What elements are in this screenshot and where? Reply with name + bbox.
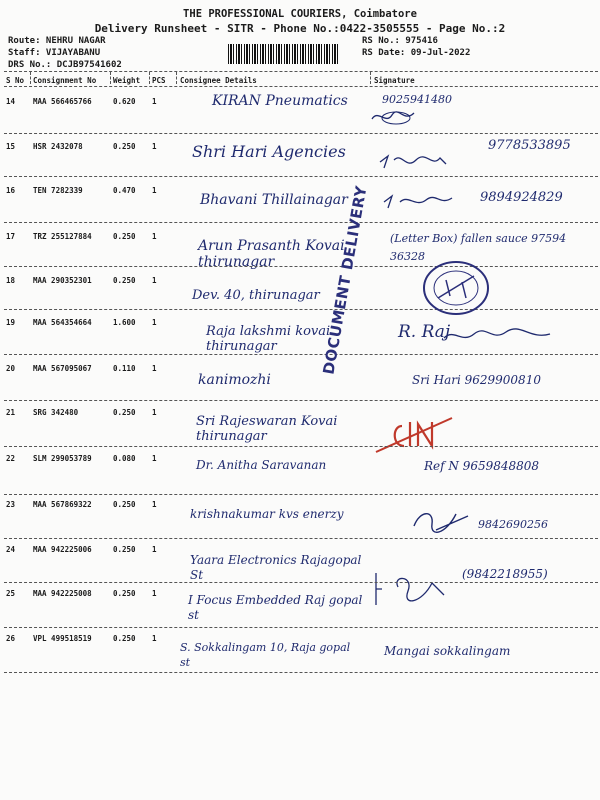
row-consignment: SLM 299053789 (33, 454, 92, 463)
row-weight: 0.250 (113, 545, 136, 554)
table-row (0, 318, 600, 358)
barcode-image (228, 44, 340, 64)
row-sno: 17 (6, 232, 16, 241)
col-signature: Signature (374, 76, 415, 85)
row-divider (4, 538, 598, 539)
col-pcs: PCS (152, 76, 166, 85)
row-pcs: 1 (152, 408, 157, 417)
row-divider (4, 133, 598, 134)
col-divider (149, 72, 150, 84)
col-consignment: Consignment No (33, 76, 97, 85)
table-row (0, 186, 600, 226)
row-weight: 0.250 (113, 589, 136, 598)
row-divider (4, 266, 598, 267)
table-row (0, 93, 600, 137)
table-row (0, 589, 600, 629)
row-pcs: 1 (152, 634, 157, 643)
table-row (0, 276, 600, 316)
row-pcs: 1 (152, 97, 157, 106)
row-consignee: Yaara Electronics Rajagopal St (190, 553, 362, 582)
signature-scribble (376, 150, 476, 174)
row-pcs: 1 (152, 318, 157, 327)
row-signature: (Letter Box) fallen sauce 97594 36328 (390, 232, 567, 263)
row-consignee: kanimozhi (198, 372, 271, 388)
row-consignment: VPL 499518519 (33, 634, 92, 643)
header-bottom-rule (4, 86, 598, 87)
col-weight: Weight (113, 76, 141, 85)
row-divider (4, 354, 598, 355)
row-sno: 21 (6, 408, 16, 417)
row-consignment: TRZ 255127884 (33, 232, 92, 241)
row-signature: 9025941480 (382, 93, 452, 106)
col-divider (110, 72, 111, 84)
signature-scribble (380, 190, 470, 214)
table-row (0, 634, 600, 674)
row-consignee: I Focus Embedded Raj gopal st (188, 593, 363, 622)
drs-label: DRS No.: DCJB97541602 (8, 60, 122, 70)
row-sno: 18 (6, 276, 16, 285)
table-row (0, 454, 600, 494)
row-pcs: 1 (152, 232, 157, 241)
row-divider (4, 494, 598, 495)
row-consignee: S. Sokkalingam 10, Raja gopal st (180, 641, 351, 669)
row-consignee: Arun Prasanth Kovai thirunagar (198, 238, 345, 270)
col-consignee: Consignee Details (180, 76, 257, 85)
row-weight: 0.110 (113, 364, 136, 373)
row-consignment: MAA 564354664 (33, 318, 92, 327)
row-consignment: HSR 2432078 (33, 142, 83, 151)
row-weight: 0.250 (113, 142, 136, 151)
col-divider (30, 72, 31, 84)
row-sno: 25 (6, 589, 16, 598)
row-divider (4, 222, 598, 223)
row-consignee: krishnakumar kvs enerzy (190, 507, 344, 521)
row-consignee: Raja lakshmi kovai thirunagar (206, 324, 331, 354)
row-weight: 0.620 (113, 97, 136, 106)
row-weight: 0.080 (113, 454, 136, 463)
row-pcs: 1 (152, 589, 157, 598)
row-sno: 24 (6, 545, 16, 554)
table-row (0, 500, 600, 540)
sheet-title: THE PROFESSIONAL COURIERS, Coimbatore (183, 8, 417, 20)
col-divider (370, 72, 371, 84)
table-row (0, 364, 600, 404)
signature-scribble (406, 506, 476, 536)
row-divider (4, 446, 598, 447)
sheet-subtitle: Delivery Runsheet - SITR - Phone No.:0422-3505555 - Page No.:2 (94, 22, 506, 35)
row-signature: Mangai sokkalingam (384, 644, 511, 658)
route-label: Route: NEHRU NAGAR (8, 36, 106, 46)
row-divider (4, 627, 598, 628)
row-weight: 0.250 (113, 500, 136, 509)
row-weight: 0.250 (113, 408, 136, 417)
row-signature: 9842690256 (478, 518, 548, 531)
row-signature: Sri Hari 9629900810 (412, 373, 541, 387)
col-divider (176, 72, 177, 84)
row-weight: 1.600 (113, 318, 136, 327)
row-divider (4, 176, 598, 177)
row-sno: 19 (6, 318, 16, 327)
row-consignment: MAA 566465766 (33, 97, 92, 106)
row-consignee: Dev. 40, thirunagar (192, 288, 320, 303)
table-row (0, 408, 600, 448)
row-pcs: 1 (152, 364, 157, 373)
row-signature: Ref N 9659848808 (424, 459, 540, 473)
row-consignee: Shri Hari Agencies (192, 142, 346, 161)
round-seal-stamp (420, 258, 492, 318)
row-pcs: 1 (152, 186, 157, 195)
rs-date: RS Date: 09-Jul-2022 (362, 48, 471, 58)
row-sno: 22 (6, 454, 16, 463)
row-consignee: Dr. Anitha Saravanan (196, 458, 327, 472)
row-sno: 20 (6, 364, 16, 373)
row-consignee: Bhavani Thillainagar (200, 192, 348, 208)
row-pcs: 1 (152, 500, 157, 509)
row-consignment: MAA 567095067 (33, 364, 92, 373)
staff-label: Staff: VIJAYABANU (8, 48, 101, 58)
row-weight: 0.250 (113, 232, 136, 241)
row-consignment: MAA 942225008 (33, 589, 92, 598)
row-signature: 9894924829 (480, 190, 563, 205)
row-signature: R. Raj (398, 322, 451, 342)
row-sno: 16 (6, 186, 16, 195)
row-pcs: 1 (152, 142, 157, 151)
row-sno: 23 (6, 500, 16, 509)
rs-number: RS No.: 975416 (362, 36, 438, 46)
row-sno: 26 (6, 634, 16, 643)
row-consignee: Sri Rajeswaran Kovai thirunagar (196, 414, 338, 444)
row-pcs: 1 (152, 545, 157, 554)
row-weight: 0.250 (113, 634, 136, 643)
row-weight: 0.250 (113, 276, 136, 285)
row-pcs: 1 (152, 276, 157, 285)
row-signature: 9778533895 (488, 138, 571, 153)
row-consignment: MAA 942225006 (33, 545, 92, 554)
col-sno: S No (6, 76, 25, 85)
table-row (0, 545, 600, 585)
row-consignee: KIRAN Pneumatics (212, 93, 348, 109)
red-cancel-mark (372, 412, 458, 460)
row-consignment: SRG 342480 (33, 408, 79, 417)
row-sno: 14 (6, 97, 16, 106)
row-signature: (9842218955) (462, 567, 548, 581)
document-delivery-stamp: DOCUMENT DELIVERY (319, 184, 371, 376)
row-consignment: MAA 290352301 (33, 276, 92, 285)
row-divider (4, 309, 598, 310)
row-weight: 0.470 (113, 186, 136, 195)
row-sno: 15 (6, 142, 16, 151)
row-divider (4, 672, 598, 673)
row-divider (4, 400, 598, 401)
header-top-rule (4, 71, 598, 72)
row-consignment: MAA 567869322 (33, 500, 92, 509)
signature-scribble (440, 324, 560, 348)
signature-scribble (368, 107, 418, 127)
row-consignment: TEN 7282339 (33, 186, 83, 195)
row-divider (4, 582, 598, 583)
row-pcs: 1 (152, 454, 157, 463)
